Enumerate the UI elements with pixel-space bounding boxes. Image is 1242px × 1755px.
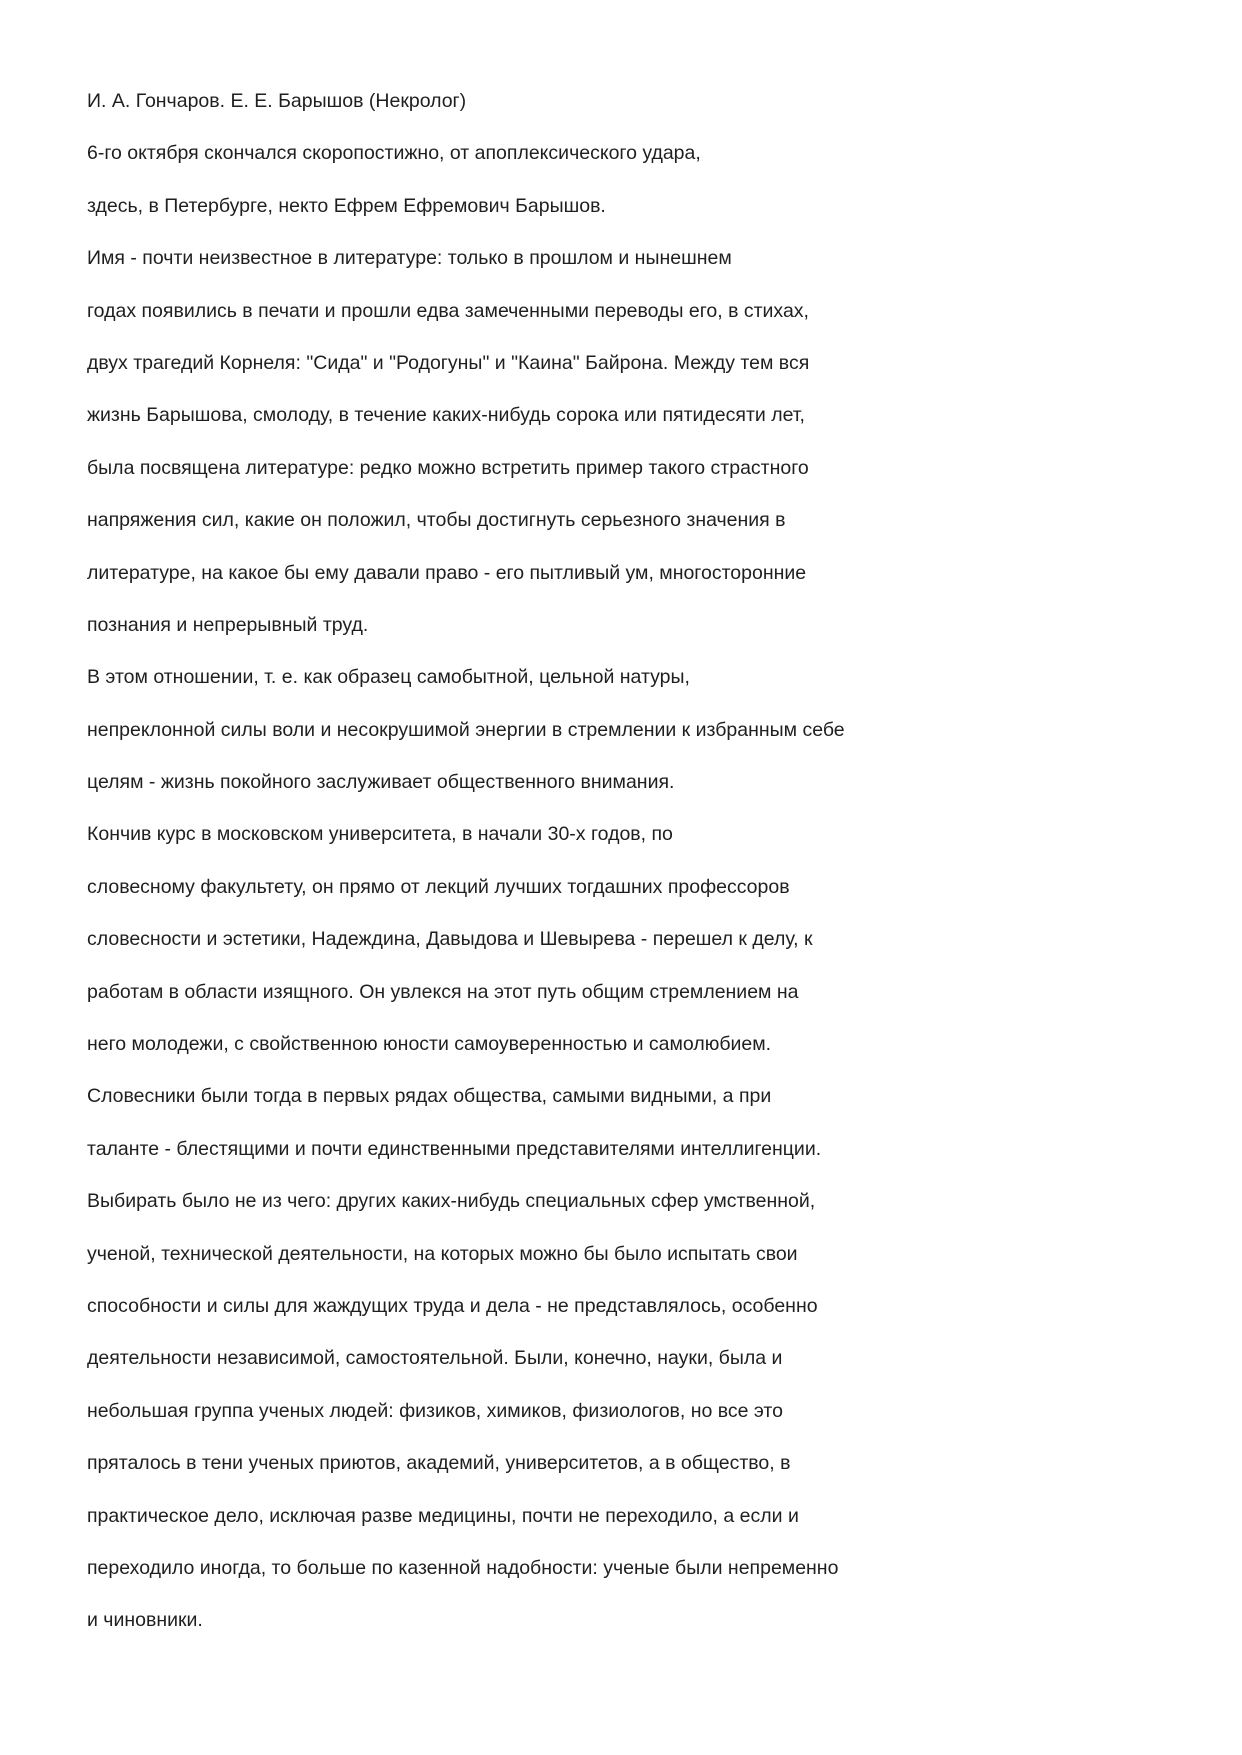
text-line: целям - жизнь покойного заслуживает общественного внимания. (87, 771, 675, 794)
text-line: ученой, технической деятельности, на которых можно бы было испытать свои (87, 1242, 798, 1265)
text-line: и чиновники. (87, 1609, 203, 1632)
document-body (87, 86, 1187, 1658)
text-line: годах появились в печати и прошли едва замеченными переводы его, в стихах, (87, 299, 809, 322)
text-line: работам в области изящного. Он увлекся на этот путь общим стремлением на (87, 980, 799, 1003)
text-line: Имя - почти неизвестное в литературе: только в прошлом и нынешнем (87, 247, 732, 270)
text-line: словесности и эстетики, Надеждина, Давыдова и Шевырева - перешел к делу, к (87, 928, 813, 951)
text-line: Выбирать было не из чего: других каких-нибудь специальных сфер умственной, (87, 1190, 816, 1213)
document-title-line: И. А. Гончаров. Е. Е. Барышов (Некролог) (87, 90, 467, 112)
text-line: двух трагедий Корнеля: "Сида" и "Родогуны" и "Каина" Байрона. Между тем вся (87, 351, 810, 374)
text-line: способности и силы для жаждущих труда и дела - не представлялось, особенно (87, 1294, 818, 1317)
text-line: была посвящена литературе: редко можно встретить пример такого страстного (87, 456, 809, 479)
text-line: здесь, в Петербурге, некто Ефрем Ефремович Барышов. (87, 194, 606, 217)
text-line: переходило иногда, то больше по казенной надобности: ученые были непременно (87, 1556, 839, 1579)
text-line: Словесники были тогда в первых рядах общества, самыми видными, а при (87, 1085, 772, 1108)
text-line: пряталось в тени ученых приютов, академий, университетов, а в общество, в (87, 1452, 791, 1475)
text-line: практическое дело, исключая разве медицины, почти не переходило, а если и (87, 1504, 799, 1527)
text-line: напряжения сил, какие он положил, чтобы достигнуть серьезного значения в (87, 509, 786, 532)
text-line: непреклонной силы воли и несокрушимой энергии в стремлении к избранным себе (87, 718, 845, 741)
text-line: таланте - блестящими и почти единственными представителями интеллигенции. (87, 1137, 822, 1160)
text-line: словесному факультету, он прямо от лекций лучших тогдашних профессоров (87, 875, 790, 898)
text-line: него молодежи, с свойственною юности самоуверенностью и самолюбием. (87, 1033, 772, 1056)
text-line: 6-го октября скончался скоропостижно, от апоплексического удара, (87, 142, 701, 165)
text-line: познания и непрерывный труд. (87, 613, 369, 636)
text-line: небольшая группа ученых людей: физиков, химиков, физиологов, но все это (87, 1399, 783, 1422)
text-line: жизнь Барышова, смолоду, в течение каких-нибудь сорока или пятидесяти лет, (87, 404, 805, 427)
text-line: деятельности независимой, самостоятельной. Были, конечно, науки, была и (87, 1347, 783, 1370)
text-line: В этом отношении, т. е. как образец самобытной, цельной натуры, (87, 666, 690, 689)
text-line: литературе, на какое бы ему давали право - его пытливый ум, многосторонние (87, 561, 807, 584)
text-line: Кончив курс в московском университета, в начали 30-х годов, по (87, 823, 673, 846)
